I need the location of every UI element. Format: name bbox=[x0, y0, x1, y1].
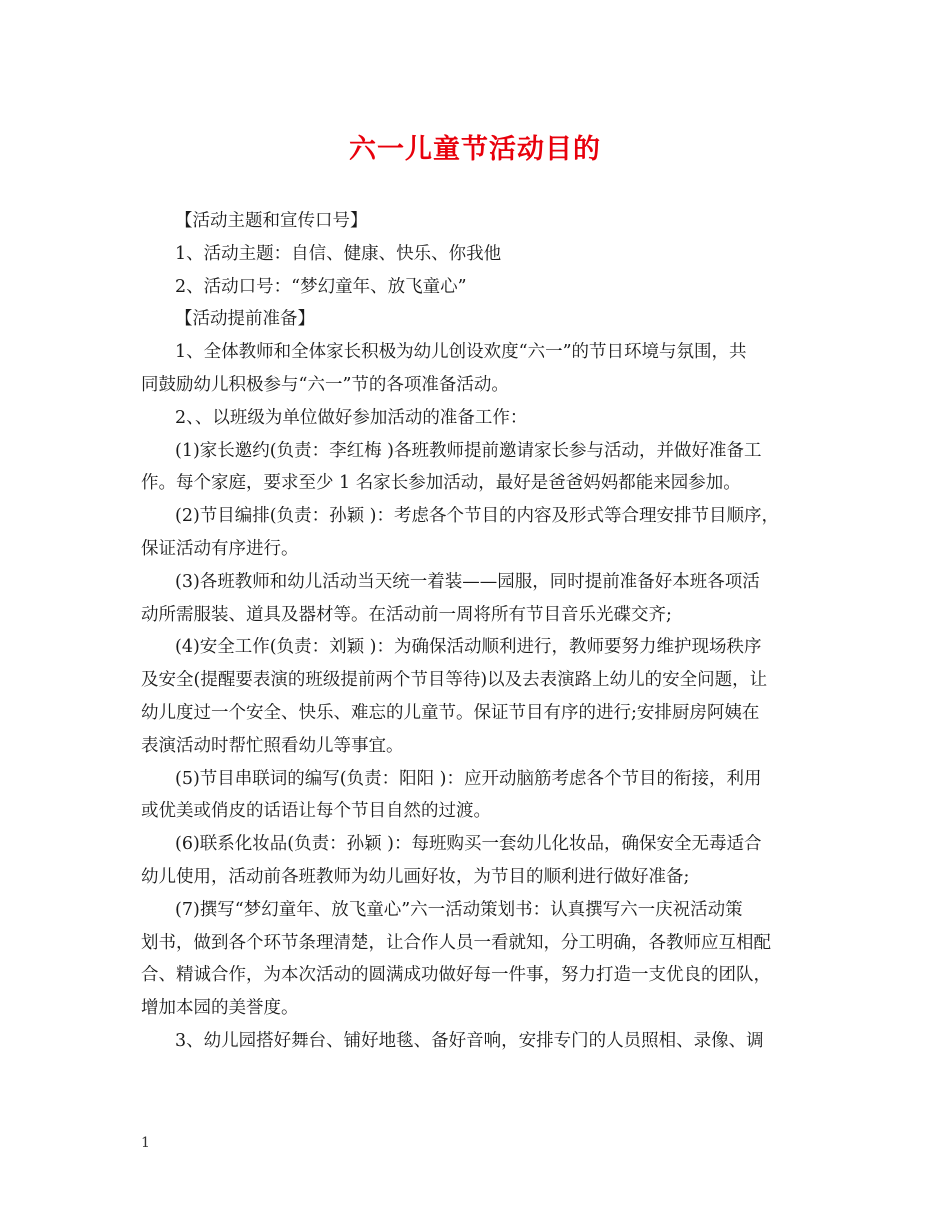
paragraph-line: 表演活动时帮忙照看幼儿等事宜。 bbox=[141, 735, 404, 756]
paragraph-line: 作。每个家庭，要求至少 1 名家长参加活动，最好是爸爸妈妈都能来园参加。 bbox=[141, 473, 741, 494]
page-number: 1 bbox=[141, 1135, 150, 1151]
paragraph-line: 1、活动主题：自信、健康、快乐、你我他 bbox=[175, 243, 502, 264]
paragraph-line: 1、全体教师和全体家长积极为幼儿创设欢度“六一”的节日环境与氛围，共 bbox=[175, 342, 747, 363]
paragraph-line: 同鼓励幼儿积极参与“六一”节的各项准备活动。 bbox=[141, 374, 509, 395]
paragraph-line: 2、、以班级为单位做好参加活动的准备工作： bbox=[175, 407, 528, 428]
paragraph-line: 或优美或俏皮的话语让每个节目自然的过渡。 bbox=[141, 801, 491, 822]
paragraph-line: 幼儿使用，活动前各班教师为幼儿画好妆，为节目的顺利进行做好准备; bbox=[141, 866, 690, 887]
paragraph-line: (3)各班教师和幼儿活动当天统一着装——园服，同时提前准备好本班各项活 bbox=[175, 571, 760, 592]
paragraph-line: (1)家长邀约(负责：李红梅 )各班教师提前邀请家长参与活动，并做好准备工 bbox=[175, 440, 762, 461]
paragraph-line: 2、活动口号：“梦幻童年、放飞童心” bbox=[175, 276, 467, 297]
paragraph-line: 幼儿度过一个安全、快乐、难忘的儿童节。保证节目有序的进行;安排厨房阿姨在 bbox=[141, 702, 760, 723]
paragraph-line: (6)联系化妆品(负责：孙颖 )：每班购买一套幼儿化妆品，确保安全无毒适合 bbox=[175, 834, 762, 855]
paragraph-line: (4)安全工作(负责：刘颖 )：为确保活动顺利进行，教师要努力维护现场秩序 bbox=[175, 637, 762, 658]
paragraph-line: (5)节目串联词的编写(负责：阳阳 )：应开动脑筋考虑各个节目的衔接，利用 bbox=[175, 768, 762, 789]
paragraph-line: 保证活动有序进行。 bbox=[141, 538, 299, 559]
paragraph-line: 合、精诚合作，为本次活动的圆满成功做好每一件事，努力打造一支优良的团队， bbox=[141, 965, 771, 986]
paragraph-line: 增加本园的美誉度。 bbox=[141, 998, 299, 1019]
document-title: 六一儿童节活动目的 bbox=[349, 134, 601, 165]
paragraph-line: 划书，做到各个环节条理清楚，让合作人员一看就知，分工明确，各教师应互相配 bbox=[141, 932, 771, 953]
document-body bbox=[141, 205, 821, 1058]
paragraph-line: (2)节目编排(负责：孙颖 )：考虑各个节目的内容及形式等合理安排节目顺序， bbox=[175, 506, 780, 527]
section-heading-preparation: 【活动提前准备】 bbox=[175, 309, 315, 330]
paragraph-line: 动所需服装、道具及器材等。在活动前一周将所有节目音乐光碟交齐; bbox=[141, 604, 672, 625]
paragraph-line: (7)撰写“梦幻童年、放飞童心”六一活动策划书：认真撰写六一庆祝活动策 bbox=[175, 899, 743, 920]
paragraph-line: 及安全(提醒要表演的班级提前两个节目等待)以及去表演路上幼儿的安全问题，让 bbox=[141, 670, 768, 691]
section-heading-theme: 【活动主题和宣传口号】 bbox=[175, 211, 368, 231]
paragraph-line: 3、幼儿园搭好舞台、铺好地毯、备好音响，安排专门的人员照相、录像、调 bbox=[175, 1030, 764, 1051]
